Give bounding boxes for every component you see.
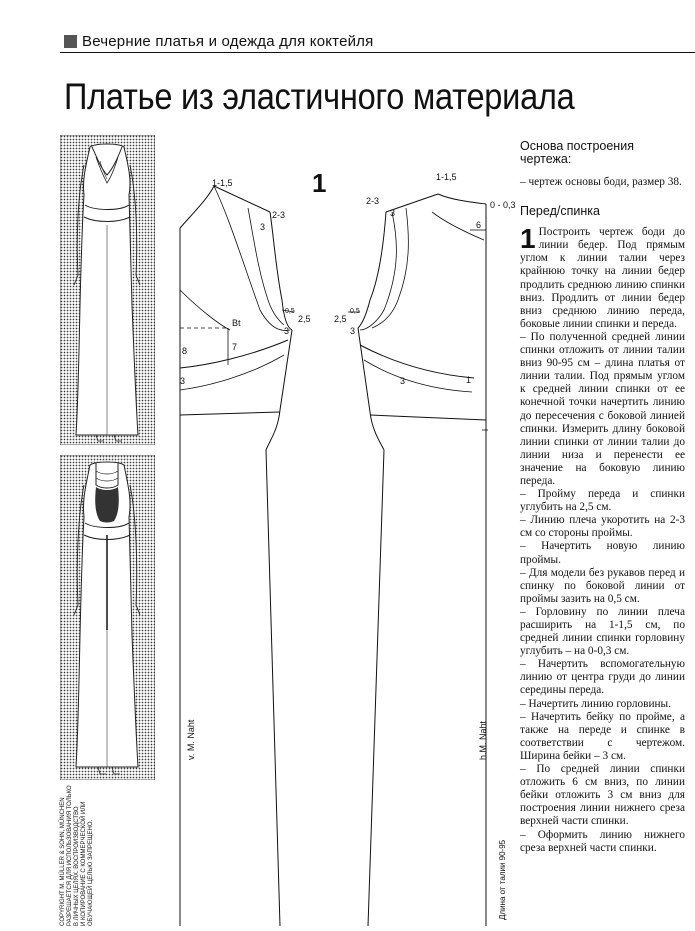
label-front-3a: 3 — [260, 222, 266, 232]
instruction-line: – Оформить линию нижнего среза верхней части спинки. — [520, 828, 685, 854]
label-front-05: 0,5 — [285, 308, 295, 315]
front-piece — [180, 186, 294, 926]
instruction-line: – Начертить новую линию проймы. — [520, 540, 685, 566]
label-front-3b: 3 — [284, 326, 290, 336]
instruction-line: – Горловину по линии плеча расширить на 1-1,5 см, по средней линии спинки горловину углубить – на 0-0,3 см. — [520, 605, 685, 658]
label-back-shoulder: 1-1,5 — [436, 172, 457, 182]
label-front-3c: 3 — [180, 376, 186, 386]
dress-front-illustration — [60, 135, 155, 445]
label-back-3c: 3 — [400, 376, 406, 386]
label-back-05: 0,5 — [350, 308, 360, 315]
dress-back-illustration — [60, 455, 155, 780]
instruction-line: – Начертить бейку по пройме, а также на переде и спинке в соответствии с чертежом. Ширина бейки – 3 см. — [520, 710, 685, 762]
instruction-line: – Начертить линию горловины. — [520, 697, 671, 710]
section-subheading: Перед/спинка — [520, 204, 600, 219]
instruction-line: – Начертить вспомогательную линию от центра груди до линии середины переда. — [520, 658, 685, 697]
copyright-line: В ЛИЧНЫХ ЦЕЛЯХ. ВОСПРОИЗВОДСТВО — [74, 806, 80, 926]
base-intro: – чертеж основы боди, размер 38. — [520, 176, 682, 188]
label-front-shoulder: 1-1,5 — [212, 178, 233, 188]
instruction-line: – Для модели без рукавов перед и спинку по боковой линии от проймы зазить на 0,5 см. — [520, 566, 685, 605]
label-back-3a: 3 — [390, 208, 396, 218]
step-number: 1 — [520, 223, 536, 255]
section-marker-square — [64, 35, 77, 48]
instructions-column — [520, 140, 685, 855]
copyright-line: И КОПИРОВАНИЕ С КОММЕРЧЕСКОЙ ИЛИ — [81, 801, 87, 926]
label-back-center-seam: h.M. Naht — [478, 720, 488, 760]
label-back-003: 0 - 0,3 — [490, 200, 516, 210]
instruction-line: – По полученной средней линии спинки отложить от линии талии вниз 90-95 см – длина платья от линии талии. Под прямым углом к средней линии спинки от ее конечной точки начертить линию до пересечения с боковой линией спинки. Измерить длину боковой линии спинки от линии талии до линии низа и перенести ее значение на боковую линию переда. — [520, 330, 685, 487]
label-back-23: 2-3 — [366, 196, 380, 206]
label-front-7: 7 — [232, 342, 238, 352]
draft-number: 1 — [312, 168, 327, 198]
base-heading: Основа построения чертежа: — [520, 139, 634, 166]
label-front-8: 8 — [182, 346, 188, 356]
label-length-note: Длина от талии 90-95 — [498, 839, 507, 920]
label-back-3b: 3 — [350, 326, 356, 336]
instruction-line: – Пройму переда и спинки углубить на 2,5 см. — [520, 488, 685, 514]
copyright-line: РАЗРЕШАЕТСЯ ДЛЯ ИСПОЛЬЗОВАНИЯ ТОЛЬКО — [67, 785, 73, 926]
pattern-draft — [170, 160, 500, 931]
instruction-line: – Линию плеча укоротить на 2-3 см со стороны проймы. — [520, 514, 685, 540]
label-bust-point: Bt — [232, 318, 241, 328]
label-back-25: 2,5 — [334, 314, 347, 324]
copyright-notice — [60, 785, 94, 926]
page-title: Платье из эластичного материала — [64, 76, 575, 117]
back-piece — [348, 194, 488, 926]
label-front-center-seam: v. M. Naht — [186, 719, 196, 760]
copyright-line: ОБУЧАЮЩЕЙ ЦЕЛЬЮ ЗАПРЕЩЕНО. — [88, 819, 94, 926]
label-back-1: 1 — [466, 375, 472, 385]
label-front-shoulder2: 2-3 — [272, 210, 286, 220]
instruction-line: Построить чертеж боди до линии бедер. Под прямым углом к линии талии через крайнюю точку на линии бедер продлить среднюю линию спинки вниз. Продлить от линии бедер вниз среднюю линию переда, боковые линии спинки и переда. — [520, 226, 685, 330]
section-title: Вечерние платья и одежда для коктейля — [82, 33, 374, 50]
label-back-6: 6 — [476, 220, 482, 230]
instruction-line: – По средней линии спинки отложить 6 см вниз, по линии бейки отложить 3 см вниз для построения линии нижнего среза верхней части спинки. — [520, 763, 685, 828]
label-front-25: 2,5 — [298, 314, 311, 324]
copyright-line: COPYRIGHT M. MÜLLER & SOHN, MÜNCHEN — [60, 797, 66, 926]
step-paragraph — [520, 223, 685, 331]
